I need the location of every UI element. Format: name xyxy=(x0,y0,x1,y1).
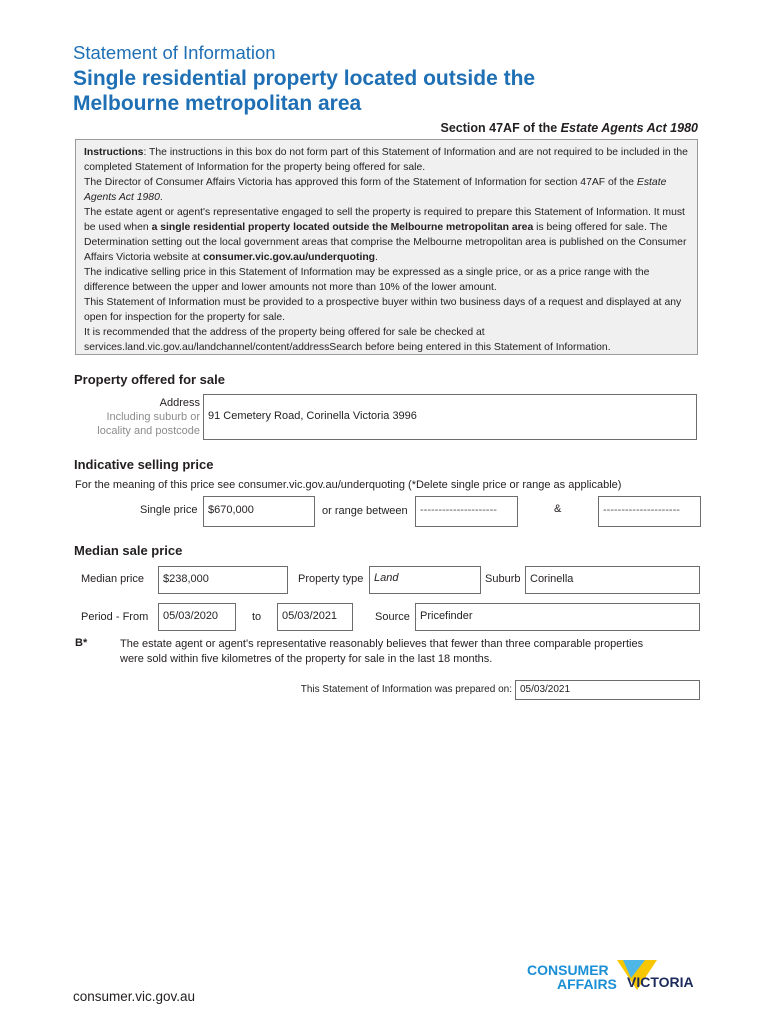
range-ampersand: & xyxy=(554,503,562,515)
title-line-1: Single residential property located outside the xyxy=(73,67,536,90)
instructions-p4: The indicative selling price in this Statement of Information may be expressed as a single price, or as a price range with the difference between the upper and lower amounts not more than 10% of the lower amount. xyxy=(84,267,650,293)
instructions-p5: This Statement of Information must be provided to a prospective buyer within two business days of a request and displayed at any open for inspection for the property for sale. xyxy=(84,297,682,323)
instructions-label: Instructions xyxy=(84,147,144,158)
indicative-note: For the meaning of this price see consumer.vic.gov.au/underquoting (*Delete single price or range as applicable) xyxy=(75,479,622,491)
period-to-label: to xyxy=(252,611,262,623)
property-type-label: Property type xyxy=(298,573,364,585)
median-price-field[interactable]: $238,000 xyxy=(158,566,288,594)
title-line-2: Melbourne metropolitan area xyxy=(73,92,362,115)
instructions-p1-text: : The instructions in this box do not form part of this Statement of Information and are not required to be included in the completed Statement of Information for the property being offered for sale. xyxy=(84,147,688,173)
instructions-p3 xyxy=(84,205,689,265)
prepared-date-field[interactable]: 05/03/2021 xyxy=(515,680,700,700)
instructions-p3-bold: a single residential property located outside the Melbourne metropolitan area xyxy=(151,222,534,233)
range-low-field[interactable]: --------------------- xyxy=(415,496,518,527)
logo-graphic xyxy=(527,960,701,1004)
indicative-heading: Indicative selling price xyxy=(74,457,214,472)
comparable-text xyxy=(120,637,643,667)
comparable-text-line-2: were sold within five kilometres of the property for sale in the last 18 months. xyxy=(120,653,493,665)
comparable-text-line-1: The estate agent or agent's representative reasonably believes that fewer than three comparable properties xyxy=(120,638,644,650)
section-reference xyxy=(441,121,698,135)
range-label: or range between xyxy=(322,505,408,517)
section-act: Estate Agents Act 1980 xyxy=(560,121,698,135)
instructions-box xyxy=(75,139,698,355)
logo-text-consumer: CONSUMER xyxy=(527,962,609,978)
instructions-p2-text: The Director of Consumer Affairs Victoria has approved this form of the Statement of Information for section 47AF of the xyxy=(84,177,637,188)
address-field[interactable]: 91 Cemetery Road, Corinella Victoria 3996 xyxy=(203,394,697,440)
section-prefix: Section 47AF of the xyxy=(440,121,561,135)
comparable-marker: B* xyxy=(75,637,88,649)
median-heading: Median sale price xyxy=(74,543,183,558)
single-price-field[interactable]: $670,000 xyxy=(203,496,315,527)
source-field[interactable]: Pricefinder xyxy=(415,603,700,631)
logo-text-victoria: VICTORIA xyxy=(627,974,694,990)
instructions-p2-end: . xyxy=(159,192,163,203)
single-price-label: Single price xyxy=(140,504,198,516)
page-title xyxy=(73,66,673,116)
instructions-p3-end: . xyxy=(375,252,378,263)
instructions-p1 xyxy=(84,145,689,175)
instructions-p2 xyxy=(84,175,689,205)
suburb-field[interactable]: Corinella xyxy=(525,566,700,594)
instructions-p3-a: The estate agent or agent's representative engaged to sell the property is required to prepare this Statement of Information. It must be used when xyxy=(84,207,685,233)
address-label: Address xyxy=(159,397,200,409)
consumer-affairs-victoria-logo xyxy=(527,960,701,1004)
suburb-label: Suburb xyxy=(485,573,521,585)
property-type-field[interactable]: Land xyxy=(369,566,481,594)
range-high-field[interactable]: --------------------- xyxy=(598,496,701,527)
median-price-label: Median price xyxy=(81,573,144,585)
footer-url[interactable]: consumer.vic.gov.au xyxy=(73,989,196,1004)
logo-text-affairs: AFFAIRS xyxy=(557,976,617,992)
address-hint-2: locality and postcode xyxy=(97,425,200,437)
property-heading: Property offered for sale xyxy=(74,372,225,387)
instructions-p6: It is recommended that the address of the property being offered for sale be checked at services.land.vic.gov.au/landchannel/content/addressSearch before being entered in this Statement of Information. xyxy=(84,327,611,353)
underquoting-link[interactable]: consumer.vic.gov.au/underquoting xyxy=(203,252,376,263)
period-from-label: Period - From xyxy=(81,611,149,623)
address-hint-1: Including suburb or xyxy=(106,411,200,423)
instructions-p2-act: Estate Agents Act 1980 xyxy=(84,177,667,203)
instructions-p3-b: is being offered for sale. The Determination setting out the local government areas that comprise the Melbourne metropolitan area is published on the Consumer Affairs Victoria website at xyxy=(84,222,687,263)
period-to-field[interactable]: 05/03/2021 xyxy=(277,603,353,631)
document-type: Statement of Information xyxy=(73,42,276,63)
prepared-on-label: This Statement of Information was prepared on: xyxy=(300,684,512,695)
source-label: Source xyxy=(375,611,410,623)
period-from-field[interactable]: 05/03/2020 xyxy=(158,603,236,631)
